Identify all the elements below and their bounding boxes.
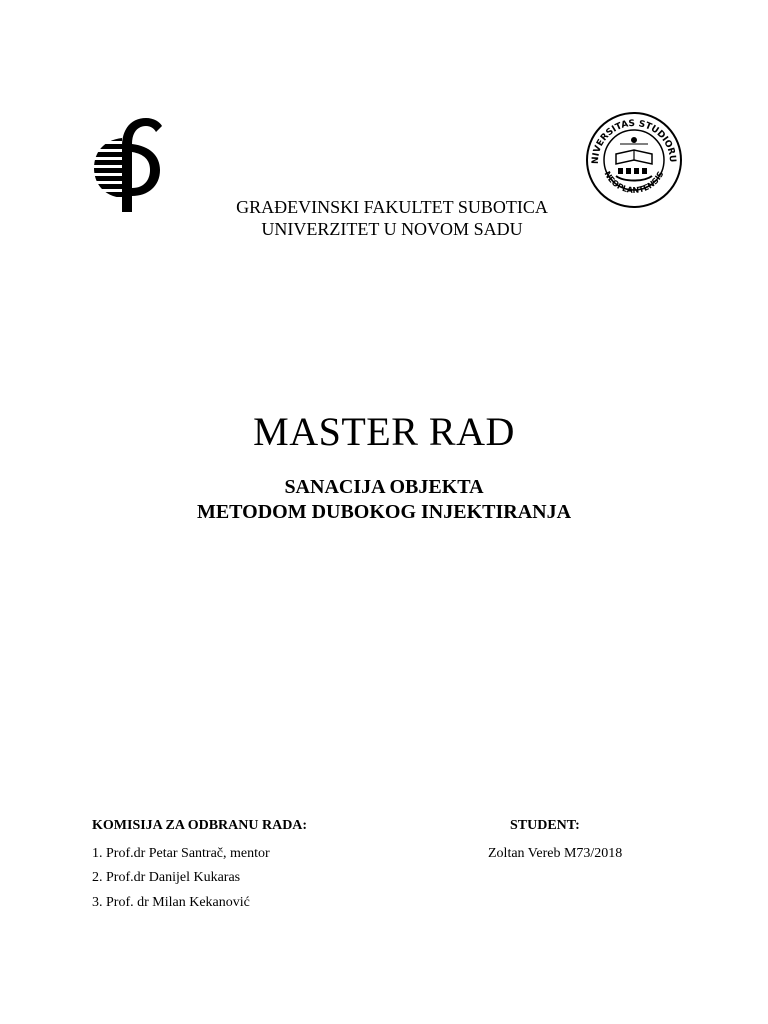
committee-member: 2. Prof.dr Danijel Kukaras: [92, 870, 241, 885]
svg-text:NEOPLANTENSIS: NEOPLANTENSIS: [602, 169, 666, 196]
thesis-title-line-2: METODOM DUBOKOG INJEKTIRANJA: [196, 501, 572, 523]
committee-member: 3. Prof. dr Milan Kekanović: [92, 895, 250, 910]
committee-heading: KOMISIJA ZA ODBRANU RADA:: [92, 818, 308, 833]
student-heading: STUDENT:: [510, 818, 580, 833]
student-name: Zoltan Vereb M73/2018: [488, 846, 623, 861]
thesis-title-line-1: SANACIJA OBJEKTA: [284, 476, 484, 498]
university-name: UNIVERZITET U NOVOM SADU: [261, 219, 523, 239]
committee-member: 1. Prof.dr Petar Santrač, mentor: [92, 846, 270, 861]
faculty-name: GRAĐEVINSKI FAKULTET SUBOTICA: [236, 197, 548, 217]
university-seal-icon: [584, 110, 684, 210]
svg-text:UNIVERSITAS STUDIORUM: NIVERSITAS STUDIORU: [590, 118, 678, 165]
document-title: MASTER RAD: [253, 409, 515, 454]
